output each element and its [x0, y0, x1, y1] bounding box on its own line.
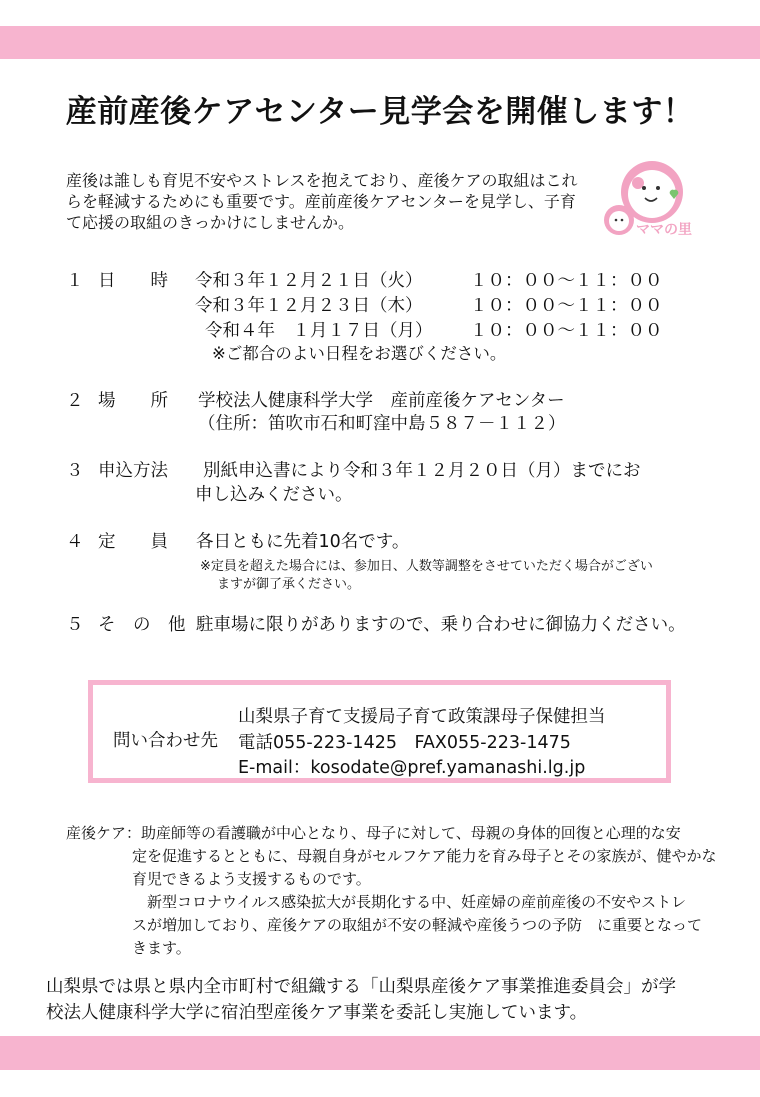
footer-line-1: 山梨県では県と県内全市町村で組織する「山梨県産後ケア事業推進委員会」が学: [46, 977, 676, 997]
time-2: １０：００～１１：００: [470, 296, 663, 316]
intro-line: らを軽減するためにも重要です。産前産後ケアセンターを見学し、子育: [66, 192, 576, 211]
footer-line-2: 校法人健康科学大学に宿泊型産後ケア事業を委託し実施しています。: [46, 1003, 588, 1023]
date-3: 令和４年 １月１７日（月）: [205, 321, 433, 341]
capacity-note-2: ますが御了承ください。: [217, 577, 361, 592]
item-other-num: ５: [66, 615, 84, 635]
intro-line: て応援の取組のきっかけにしませんか。: [66, 213, 355, 232]
item-datetime-num: １: [66, 271, 84, 291]
top-pink-band: [0, 26, 760, 59]
apply-line-2: 申し込みください。: [195, 485, 353, 505]
item-apply-label: 申込方法: [98, 461, 168, 481]
page-title: 産前産後ケアセンター見学会を開催します！: [65, 94, 695, 130]
inquiry-box: [88, 680, 671, 783]
datetime-note: ※ご都合のよい日程をお選びください。: [212, 344, 507, 363]
capacity-value: 各日ともに先着10名です。: [196, 532, 410, 552]
definition-line: きます。: [132, 939, 191, 957]
time-3: １０：００～１１：００: [470, 321, 663, 341]
definition-line: 産後ケア：助産師等の看護職が中心となり、母子に対して、母親の身体的回復と心理的な安: [66, 824, 681, 842]
item-datetime-label: 日 時: [98, 271, 168, 291]
apply-line-1: 別紙申込書により令和３年１２月２０日（月）までにお: [203, 461, 641, 481]
place-value: 学校法人健康科学大学 産前産後ケアセンター: [198, 391, 565, 411]
intro-line: 産後は誰しも育児不安やストレスを抱えており、産後ケアの取組はこれ: [66, 171, 578, 190]
bottom-pink-band: [0, 1036, 760, 1070]
capacity-note-1: ※定員を超えた場合には、参加日、人数等調整をさせていただく場合がござい: [200, 559, 653, 574]
other-value: 駐車場に限りがありますので、乗り合わせに御協力ください。: [196, 615, 686, 635]
intro-paragraph: [66, 170, 576, 233]
smiling-face-logo-icon: [600, 156, 692, 248]
item-capacity-num: ４: [66, 532, 84, 552]
inquiry-phone: 電話055-223-1425 FAX055-223-1475: [238, 733, 571, 753]
inquiry-email: E-mail：kosodate@pref.yamanashi.lg.jp: [238, 758, 586, 778]
definition-line: 新型コロナウイルス感染拡大が長期化する中、妊産婦の産前産後の不安やストレ: [132, 893, 687, 911]
date-2: 令和３年１２月２３日（木）: [195, 296, 423, 316]
date-1: 令和３年１２月２１日（火）: [195, 271, 423, 291]
inquiry-office: 山梨県子育て支援局子育て政策課母子保健担当: [238, 707, 606, 727]
item-capacity-label: 定 員: [98, 532, 168, 552]
item-place-num: ２: [66, 391, 84, 411]
place-address: （住所：笛吹市石和町窪中島５８７－１１２）: [198, 414, 566, 434]
definition-line: スが増加しており、産後ケアの取組が不安の軽減や産後うつの予防 に重要となって: [132, 916, 703, 934]
definition-line: 定を促進するとともに、母親自身がセルフケア能力を育み母子とその家族が、健やかな: [132, 847, 717, 865]
item-other-label: そ の 他: [98, 615, 186, 635]
item-apply-num: ３: [66, 461, 84, 481]
time-1: １０：００～１１：００: [470, 271, 663, 291]
item-place-label: 場 所: [98, 391, 168, 411]
inquiry-label: 問い合わせ先: [113, 731, 218, 751]
logo-text: ママの里: [636, 222, 692, 238]
mama-no-sato-logo: [600, 156, 692, 248]
definition-line: 育児できるよう支援するものです。: [132, 870, 371, 888]
